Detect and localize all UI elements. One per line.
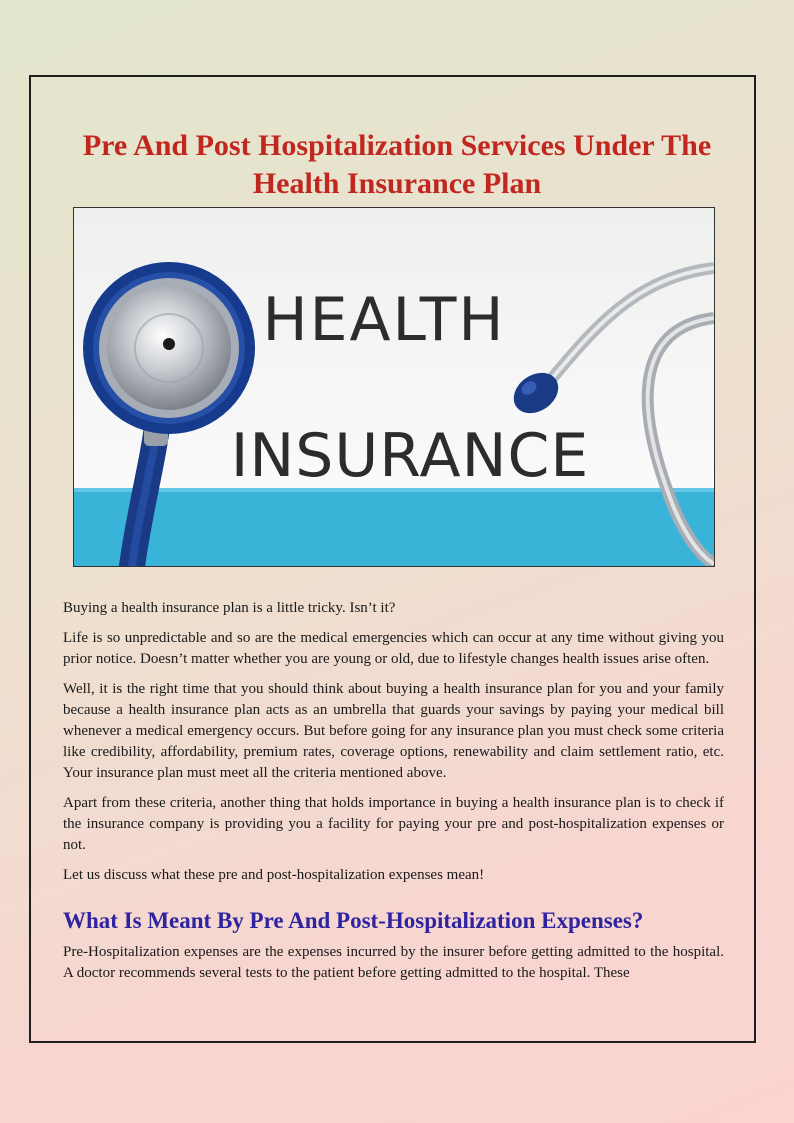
section-heading: What Is Meant By Pre And Post-Hospitalization Expenses? bbox=[63, 908, 644, 933]
health-insurance-image bbox=[73, 207, 715, 567]
insurance-word: INSURANCE bbox=[230, 421, 590, 491]
paragraph-unpredictable: Life is so unpredictable and so are the medical emergencies which can occur at any time without giving you prior notice. Doesn’t matter whether you are young or old, due to lifestyle changes health issues arise often. bbox=[63, 630, 724, 667]
paragraph-discuss: Let us discuss what these pre and post-hospitalization expenses mean! bbox=[63, 867, 485, 883]
page-title: Pre And Post Hospitalization Services Under The Health Insurance Plan bbox=[82, 129, 712, 200]
paragraph-pre-hospitalization: Pre-Hospitalization expenses are the expenses incurred by the insurer before getting admitted to the hospital. A doctor recommends several tests to the patient before getting admitted to the hospital. These bbox=[63, 944, 724, 981]
paragraph-right-time: Well, it is the right time that you should think about buying a health insurance plan for you and your family because a health insurance plan acts as an umbrella that guards your savings by paying your medical bill whenever a medical emergency occurs. But before going for any insurance plan you must check some criteria like credibility, affordability, premium rates, coverage options, renewability and claim settlement ratio, etc. Your insurance plan must meet all the criteria mentioned above. bbox=[63, 681, 724, 781]
article-body bbox=[63, 598, 724, 993]
health-word: HEALTH bbox=[262, 285, 506, 355]
paragraph-intro: Buying a health insurance plan is a little tricky. Isn’t it? bbox=[63, 600, 396, 616]
stethoscope-illustration bbox=[74, 208, 714, 566]
paragraph-criteria: Apart from these criteria, another thing that holds importance in buying a health insurance plan is to check if the insurance company is providing you a facility for paying your pre and post-hospitalization expenses or not. bbox=[63, 795, 724, 853]
